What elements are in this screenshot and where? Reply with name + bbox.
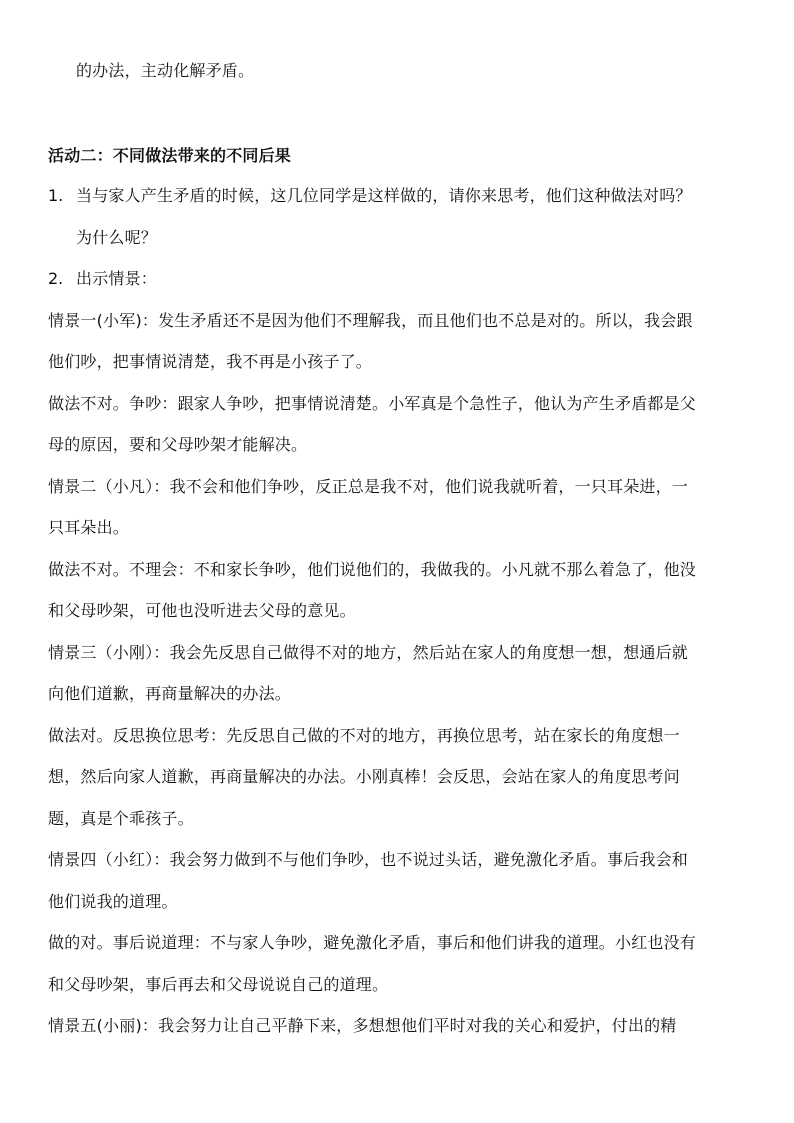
paragraph-line: 情景四（小红）：我会努力做到不与他们争吵，也不说过头话，避免激化矛盾。事后我会和 [48, 850, 689, 869]
paragraph-line: 做的对。事后说道理：不与家人争吵，避免激化矛盾，事后和他们讲我的道理。小红也没有 [48, 933, 697, 952]
paragraph-line: 向他们道歉，再商量解决的办法。 [48, 684, 292, 703]
paragraph-line: 情景二（小凡）：我不会和他们争吵，反正总是我不对，他们说我就听着，一只耳朵进，一 [48, 477, 689, 496]
activity-heading: 活动二：不同做法带来的不同后果 [48, 146, 292, 165]
paragraph-line: 他们说我的道理。 [48, 892, 178, 911]
paragraph-line: 情景五(小丽)：我会努力让自己平静下来，多想想他们平时对我的关心和爱护，付出的精 [48, 1016, 677, 1035]
item-1-line-2: 为什么呢？ [76, 228, 158, 247]
paragraph-line: 情景一(小军)：发生矛盾还不是因为他们不理解我，而且他们也不总是对的。所以，我会跟 [48, 311, 693, 330]
paragraph-line: 题，真是个乖孩子。 [48, 809, 194, 828]
item-1-number: 1. [48, 186, 64, 205]
item-2-text: 出示情景： [76, 269, 158, 288]
intro-line: 的办法，主动化解矛盾。 [76, 61, 255, 80]
paragraph-line: 情景三（小刚）：我会先反思自己做得不对的地方，然后站在家人的角度想一想，想通后就 [48, 643, 689, 662]
paragraph-line: 和父母吵架，事后再去和父母说说自己的道理。 [48, 975, 389, 994]
paragraph-line: 母的原因，要和父母吵架才能解决。 [48, 435, 308, 454]
paragraph-line: 想，然后向家人道歉，再商量解决的办法。小刚真棒！会反思，会站在家人的角度思考问 [48, 767, 680, 786]
item-2-number: 2. [48, 269, 64, 288]
paragraph-line: 做法对。反思换位思考：先反思自己做的不对的地方，再换位思考，站在家长的角度想一 [48, 726, 680, 745]
paragraph-line: 只耳朵出。 [48, 518, 130, 537]
paragraph-line: 做法不对。不理会：不和家长争吵，他们说他们的，我做我的。小凡就不那么着急了，他没 [48, 560, 697, 579]
paragraph-line: 做法不对。争吵：跟家人争吵，把事情说清楚。小军真是个急性子，他认为产生矛盾都是父 [48, 394, 697, 413]
item-1-line-1: 当与家人产生矛盾的时候，这几位同学是这样做的，请你来思考，他们这种做法对吗？ [76, 186, 692, 205]
paragraph-line: 他们吵，把事情说清楚，我不再是小孩子了。 [48, 352, 373, 371]
paragraph-line: 和父母吵架，可他也没听进去父母的意见。 [48, 601, 356, 620]
